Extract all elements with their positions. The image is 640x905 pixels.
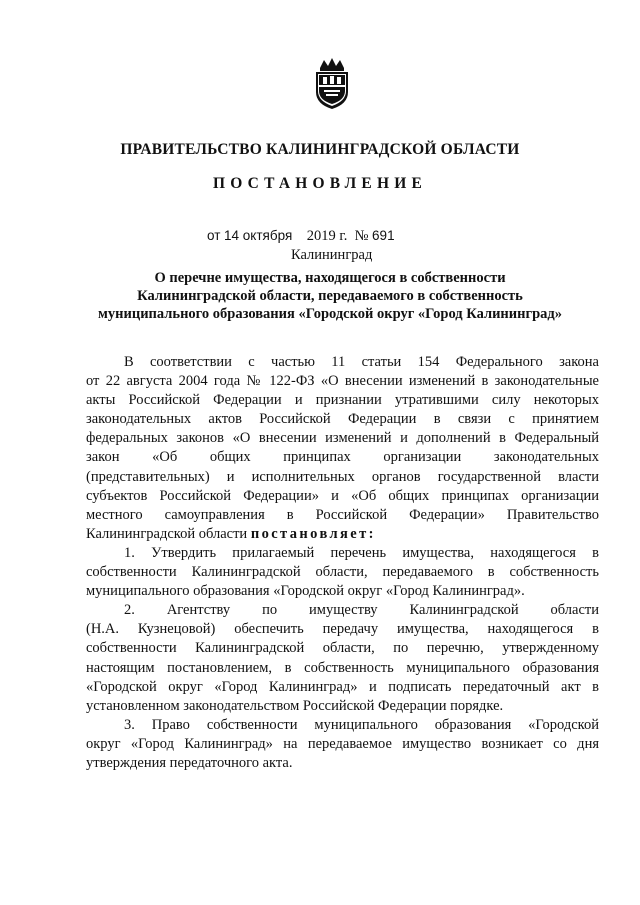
body-line: (представительных) и исполнительных органов государственной власти: [86, 468, 599, 485]
decree-verb: постановляет:: [250, 525, 376, 542]
body-line: (Н.А. Кузнецовой) обеспечить передачу имущества, находящегося в: [86, 621, 599, 638]
document-subject: [60, 269, 600, 323]
date-prefix: от: [207, 228, 221, 243]
body-line: установленном законодательством Российской Федерации порядке.: [86, 697, 504, 714]
body-line: собственности Калининградской области, передаваемого в собственность: [86, 564, 599, 581]
body-line: 2. Агентству по имуществу Калининградской области: [124, 602, 599, 619]
body-line: собственности Калининградской области, по перечню, утвержденному: [86, 640, 599, 657]
body-line: В соответствии с частью 11 статьи 154 Федерального закона: [124, 354, 599, 370]
date-number-line: [207, 228, 395, 245]
government-title: ПРАВИТЕЛЬСТВО КАЛИНИНГРАДСКОЙ ОБЛАСТИ: [120, 141, 520, 158]
subject-line: О перечне имущества, находящегося в собственности: [154, 270, 506, 286]
body-line: федеральных законов «О внесении изменений и дополнений в Федеральный: [86, 430, 599, 447]
body-line: утверждения передаточного акта.: [86, 754, 293, 771]
document-number: 691: [372, 228, 395, 243]
date-year: 2019 г.: [306, 228, 348, 244]
number-sign: №: [354, 228, 369, 244]
document-type-title: ПОСТАНОВЛЕНИЕ: [212, 175, 428, 192]
body-line: округ «Город Калининград» на передаваемое имущество возникает со дня: [86, 735, 599, 752]
subject-line: Калининградской области, передаваемого в собственность: [137, 288, 523, 304]
body-line: местного самоуправления в Российской Федерации» Правительство: [86, 506, 599, 523]
body-line: закон «Об общих принципах организации законодательных: [86, 449, 599, 466]
body-line: «Городской округ «Город Калининград» и подписать передаточный акт в: [86, 678, 599, 695]
city-name: Калининград: [291, 247, 373, 263]
body-line: законодательных актов Российской Федерации в связи с принятием: [86, 411, 599, 428]
body-line: 3. Право собственности муниципального образования «Городской: [124, 716, 599, 733]
body-line: акты Российской Федерации и признании утратившими силу некоторых: [86, 392, 599, 409]
body-line-text: Калининградской области: [86, 525, 248, 542]
coat-of-arms-icon: [312, 58, 352, 110]
body-line: 1. Утвердить прилагаемый перечень имущества, находящегося в: [124, 544, 599, 561]
date-day-month: 14 октября: [224, 228, 293, 243]
subject-line: муниципального образования «Городской округ «Город Калининград»: [98, 306, 562, 322]
body-line: от 22 августа 2004 года № 122-ФЗ «О внесении изменений в законодательные: [86, 373, 599, 390]
body-line: муниципального образования «Городской округ «Город Калининград».: [86, 583, 525, 600]
document-body: [86, 353, 599, 773]
body-line: субъектов Российской Федерации» и «Об общих принципах организации: [86, 487, 599, 504]
body-line: настоящим постановлением, в собственность муниципального образования: [86, 659, 599, 676]
body-line: [86, 525, 599, 544]
